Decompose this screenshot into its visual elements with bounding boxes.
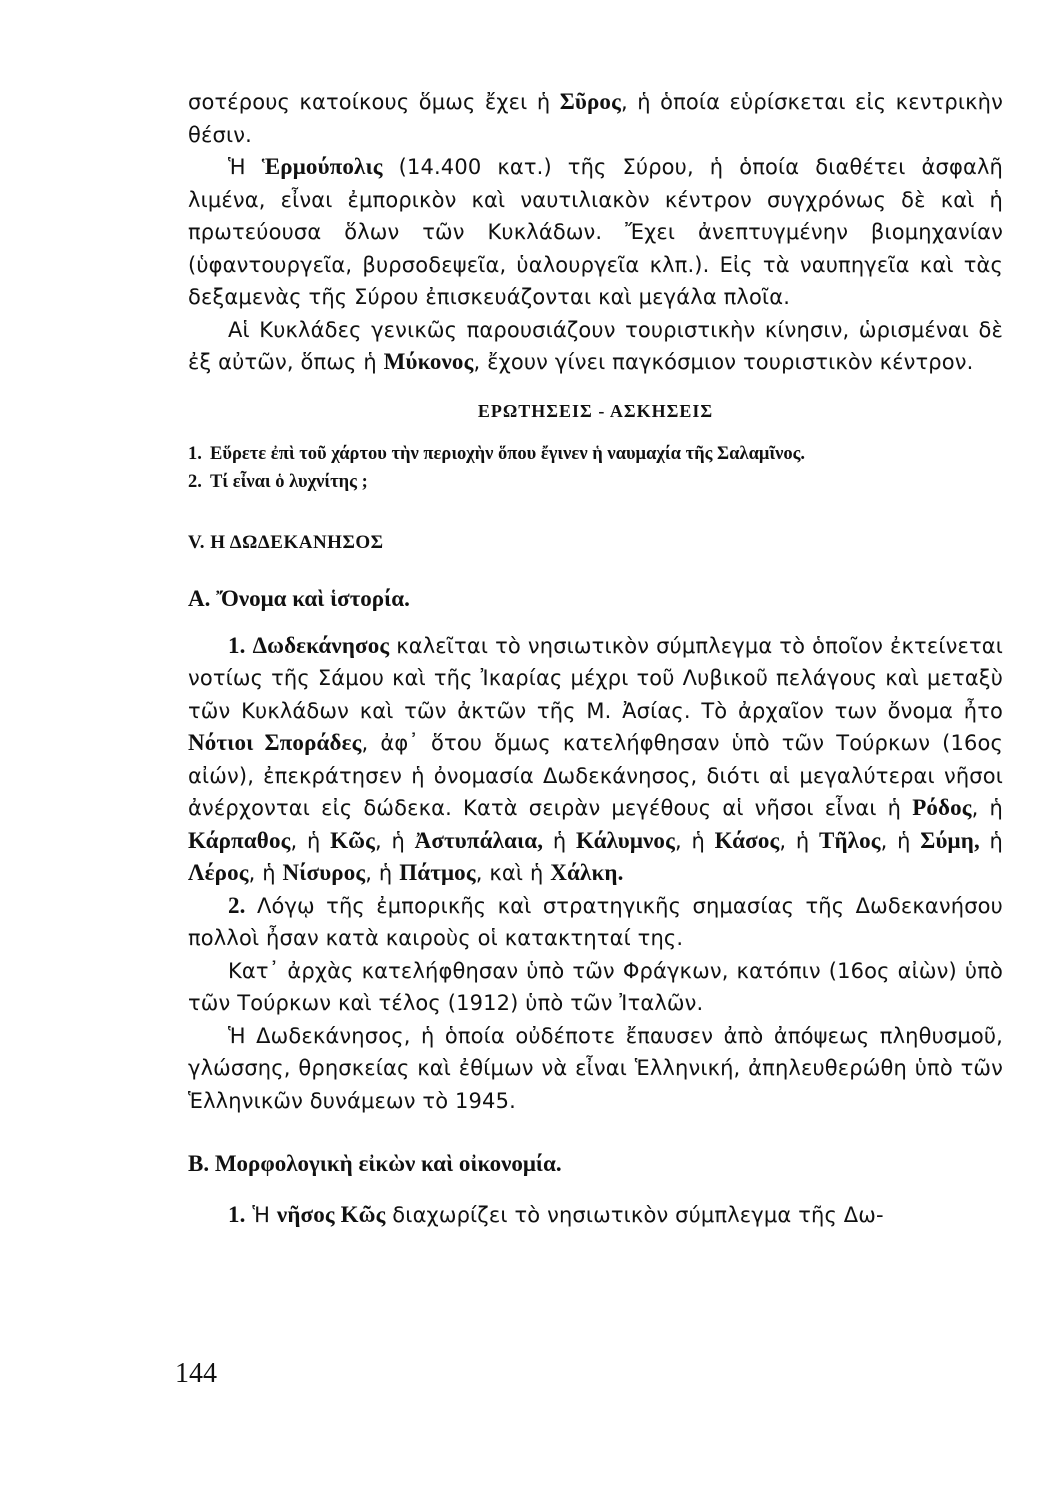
page-number: 144: [175, 1358, 217, 1389]
text-run: Ἡ: [228, 155, 262, 179]
text-run: , ἡ: [880, 828, 921, 853]
subsection-b-paragraph-1: [188, 1199, 1003, 1232]
island-name: Κῶς: [330, 827, 375, 853]
bold-term-mykonos: Μύκονος: [383, 349, 474, 374]
text-run: Αἱ Κυκλάδες γενικῶς παρουσιάζουν τουριστικὴν κίνησιν, ὡρισμέναι δὲ ἐξ αὐτῶν, ὅπως ἡ: [188, 317, 1003, 374]
intro-paragraph-2: [188, 151, 1003, 314]
paragraph-number: 1.: [228, 632, 246, 658]
subsection-a-paragraph-3: Κατ᾽ ἀρχὰς κατελήφθησαν ὑπὸ τῶν Φράγκων, κατόπιν (16ος αἰὼν) ὑπὸ τῶν Τούρκων καὶ τέλος (1912) ὑπὸ τῶν Ἰταλῶν.: [188, 958, 1003, 1015]
exercise-number: 2.: [188, 471, 202, 492]
text-run: καλεῖται τὸ νησιωτικὸν σύμπλεγμα τὸ ὁποῖον ἐκτείνεται νοτίως τῆς Σάμου καὶ τῆς Ἰκαρίας μέχρι τοῦ Λυβικοῦ πελάγους καὶ μεταξὺ τῶν Κυκλάδων καὶ τῶν ἀκτῶν τῆς Μ. Ἀσίας. Τὸ ἀρχαῖον των ὄνομα ἦτο: [188, 633, 1004, 723]
text-run: ἡ: [979, 828, 1003, 853]
text-run: σοτέρους κατοίκους ὅμως ἔχει ἡ: [188, 90, 560, 114]
exercise-text: Εὕρετε ἐπὶ τοῦ χάρτου τὴν περιοχὴν ὅπου ἔγινεν ἡ ναυμαχία τῆς Σαλαμῖνος.: [210, 443, 806, 464]
text-run: (14.400 κατ.) τῆς Σύρου, ἡ ὁποία διαθέτει ἀσφαλῆ λιμένα, εἶναι ἐμπορικὸν καὶ ναυτιλιακὸν κέντρον συγχρόνως δὲ καὶ ἡ πρωτεύουσα ὅλων τῶν Κυκλάδων. Ἔχει ἀνεπτυγμένην βιομηχανίαν (ὑφαντουργεῖα, βυρσοδεψεῖα, ὑαλουργεῖα κλπ.). Εἰς τὰ ναυπηγεῖα καὶ τὰς δεξαμενὰς τῆς Σύρου ἐπισκευάζονται καὶ μεγάλα πλοῖα.: [188, 155, 1003, 309]
paragraph-number: 1.: [228, 1202, 246, 1227]
island-name: Λέρος: [188, 860, 249, 885]
island-name: Ρόδος: [912, 795, 972, 820]
subsection-a-paragraph-2: [188, 890, 1003, 955]
subsection-a-paragraph-4: Ἡ Δωδεκάνησος, ἡ ὁποία οὐδέποτε ἔπαυσεν ἀπὸ ἀπόψεως πληθυσμοῦ, γλώσσης, θρησκείας καὶ ἐθίμων νὰ εἶναι Ἑλληνική, ἀπηλευθερώθη ὑπὸ τῶν Ἑλληνικῶν δυνάμεων τὸ 1945.: [188, 1023, 1003, 1113]
text-run: , ἡ: [374, 828, 415, 853]
bold-term-notioi-sporades: Νότιοι Σποράδες: [188, 730, 362, 755]
section-title: V. Η ΔΩΔΕΚΑΝΗΣΟΣ: [188, 531, 384, 553]
island-name: Κάρπαθος: [188, 827, 291, 853]
text-run: , ἡ: [779, 828, 819, 853]
subsection-b-title: Β. Μορφολογικὴ εἰκὼν καὶ οἰκονομία.: [188, 1151, 562, 1176]
island-name: Τῆλος: [818, 827, 881, 853]
text-run: , ἡ: [290, 828, 331, 853]
bold-term-syros: Σῦρος: [559, 89, 621, 114]
exercise-item: [188, 440, 1003, 468]
island-name: Χάλκη.: [550, 860, 624, 885]
exercises-title: ΕΡΩΤΗΣΕΙΣ - ΑΣΚΗΣΕΙΣ: [477, 400, 714, 421]
island-name: Νίσυρος: [282, 860, 366, 885]
island-name: Ἀστυπάλαια,: [414, 827, 544, 853]
text-run: , ἔχουν γίνει παγκόσμιον τουριστικὸν κέντρον.: [473, 350, 974, 374]
text-run: , ἡ: [971, 796, 1003, 820]
text-run: , ἡ: [674, 828, 715, 853]
intro-paragraph-3: [188, 314, 1003, 379]
island-name: Κάσος: [714, 827, 780, 853]
text-run: , καὶ ἡ: [475, 861, 551, 885]
exercise-number: 1.: [188, 443, 202, 464]
text-run: ἡ: [543, 828, 577, 853]
text-run: διαχωρίζει τὸ νησιωτικὸν σύμπλεγμα τῆς Δω-: [385, 1203, 884, 1227]
island-name: Κάλυμνος: [576, 827, 675, 853]
subsection-a-paragraph-1: [188, 630, 1003, 890]
text-run: Ἡ: [245, 1203, 277, 1227]
exercise-text: Τί εἶναι ὁ λυχνίτης ;: [210, 471, 368, 492]
island-name: Πάτμος: [399, 860, 476, 885]
page-content: [188, 86, 1003, 1232]
island-name: Σύμη,: [920, 827, 980, 853]
intro-paragraph-1: [188, 86, 1003, 151]
bold-term-dodecanese: Δωδεκάνησος: [252, 632, 390, 658]
text-run: , ἀφ᾽ ὅτου ὅμως κατελήφθησαν ὑπὸ τῶν Τούρκων (16ος αἰών), ἐπεκράτησεν ἡ ὀνομασία Δωδεκάνησος, διότι αἱ μεγαλύτεραι νῆσοι ἀνέρχονται εἰς δώδεκα. Κατὰ σειρὰν μεγέθους αἱ νῆσοι εἶναι ἡ: [188, 731, 1003, 820]
bold-term-kos: νῆσος Κῶς: [276, 1202, 386, 1227]
subsection-a-title: Α. Ὄνομα καὶ ἱστορία.: [188, 585, 410, 611]
exercise-item: [188, 468, 1003, 496]
text-run: , ἡ: [248, 861, 283, 885]
text-run: , ἡ ὁποία εὑρίσκεται εἰς κεντρικὴν θέσιν.: [188, 90, 1003, 147]
paragraph-number: 2.: [228, 892, 246, 918]
text-run: Λόγῳ τῆς ἐμπορικῆς καὶ στρατηγικῆς σημασίας τῆς Δωδεκανήσου πολλοὶ ἦσαν κατὰ καιροὺς οἱ κατακτηταί της.: [188, 893, 1003, 950]
text-run: , ἡ: [365, 861, 400, 885]
bold-term-ermoupolis: Ἑρμούπολις: [261, 154, 383, 179]
